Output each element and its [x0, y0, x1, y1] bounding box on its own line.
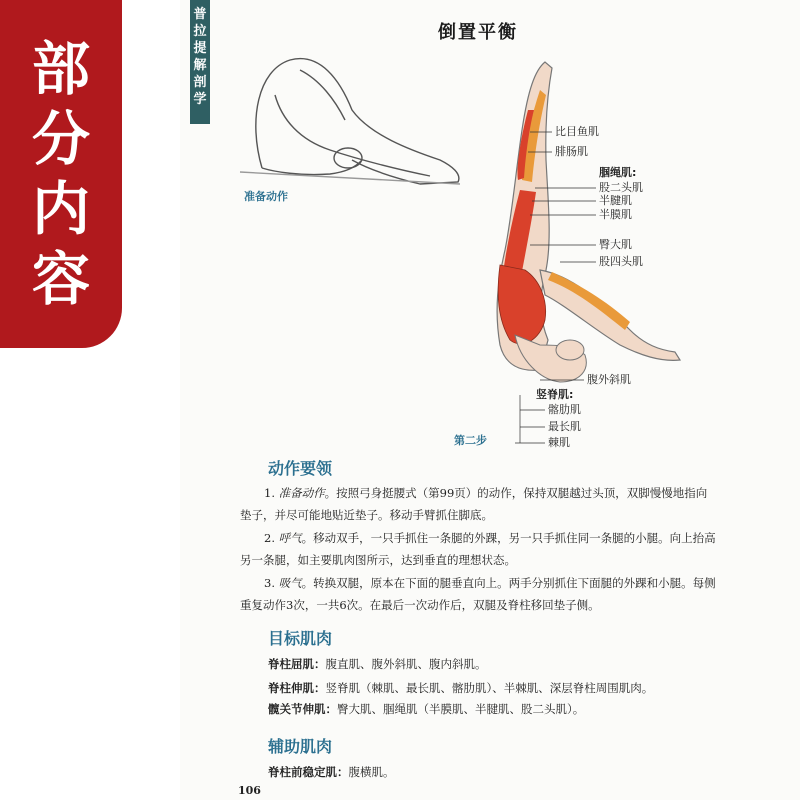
assist-text: 腹横肌。: [348, 765, 395, 779]
step-emphasis: 呼气: [278, 531, 302, 545]
step-paragraph: [240, 527, 718, 571]
step-emphasis: 准备动作: [278, 486, 325, 500]
step-paragraph: [240, 482, 718, 526]
banner-char: 分: [31, 105, 90, 173]
step-number: 1.: [264, 486, 275, 500]
banner-char: 内: [31, 175, 90, 243]
muscle-label: 棘肌: [548, 436, 570, 449]
prep-pose-drawing: [240, 59, 460, 184]
muscle-label: 半腱肌: [599, 194, 632, 207]
target-label: 脊柱伸肌：: [268, 681, 326, 695]
muscle-group-label: 竖脊肌:: [536, 388, 574, 401]
assist-heading: 辅助肌肉: [268, 737, 333, 756]
muscle-label: 腓肠肌: [555, 145, 588, 158]
target-text: 臀大肌、腘绳肌（半膜肌、半腱肌、股二头肌）。: [337, 702, 585, 716]
target-text: 竖脊肌（棘肌、最长肌、髂肋肌）、半棘肌、深层脊柱周围肌肉。: [325, 681, 654, 695]
muscle-label: 腹外斜肌: [587, 373, 631, 386]
step2-label: 第二步: [454, 434, 487, 447]
muscle-label: 臀大肌: [599, 238, 632, 251]
tab-char: 拉: [193, 24, 207, 39]
page-number: 106: [238, 784, 261, 797]
target-line: [268, 680, 653, 696]
muscle-label: 股四头肌: [599, 255, 643, 268]
step-number: 2.: [264, 531, 275, 545]
step-text: 。转换双腿，原本在下面的腿垂直向上。两手分别抓住下面腿的外踝和小腿。每侧重复动作3次，一共6次。在最后一次动作后，双腿及脊柱移回垫子侧。: [240, 576, 716, 612]
target-label: 脊柱屈肌：: [268, 657, 326, 671]
muscle-label: 髂肋肌: [548, 403, 581, 416]
step-number: 3.: [264, 576, 275, 590]
tab-char: 解: [193, 58, 207, 73]
target-label: 髋关节伸肌：: [268, 702, 337, 716]
step-text: 。按照弓身挺腰式（第99页）的动作，保持双腿越过头顶，双脚慢慢地指向垫子，并尽可能地贴近垫子。移动手臂抓住脚底。: [240, 486, 708, 522]
steps-heading: 动作要领: [268, 459, 333, 478]
tab-char: 剖: [193, 75, 207, 90]
step2-pose-drawing: [497, 62, 680, 382]
target-line: [268, 701, 584, 717]
tab-char: 普: [193, 7, 207, 22]
step-emphasis: 吸气: [278, 576, 302, 590]
step-text: 。移动双手，一只手抓住一条腿的外踝，另一只手抓住同一条腿的小腿。向上抬高另一条腿，如主要肌肉图所示，达到垂直的理想状态。: [240, 531, 716, 567]
muscle-label: 比目鱼肌: [555, 125, 599, 138]
target-text: 腹直肌、腹外斜肌、腹内斜肌。: [325, 657, 487, 671]
target-heading: 目标肌肉: [268, 629, 333, 648]
assist-label: 脊柱前稳定肌：: [268, 765, 349, 779]
tab-char: 提: [193, 41, 207, 56]
target-line: [268, 656, 487, 672]
figure-title: 倒置平衡: [438, 22, 518, 43]
muscle-label: 最长肌: [548, 420, 581, 433]
step-paragraph: [240, 572, 718, 616]
prep-label: 准备动作: [244, 190, 288, 203]
muscle-label: 股二头肌: [599, 181, 643, 194]
tab-char: 学: [193, 92, 207, 107]
assist-line: [268, 764, 395, 780]
banner-char: 部: [31, 35, 90, 103]
banner-char: 容: [31, 245, 90, 313]
muscle-label: 半膜肌: [599, 208, 632, 221]
muscle-group-label: 腘绳肌:: [599, 166, 637, 179]
